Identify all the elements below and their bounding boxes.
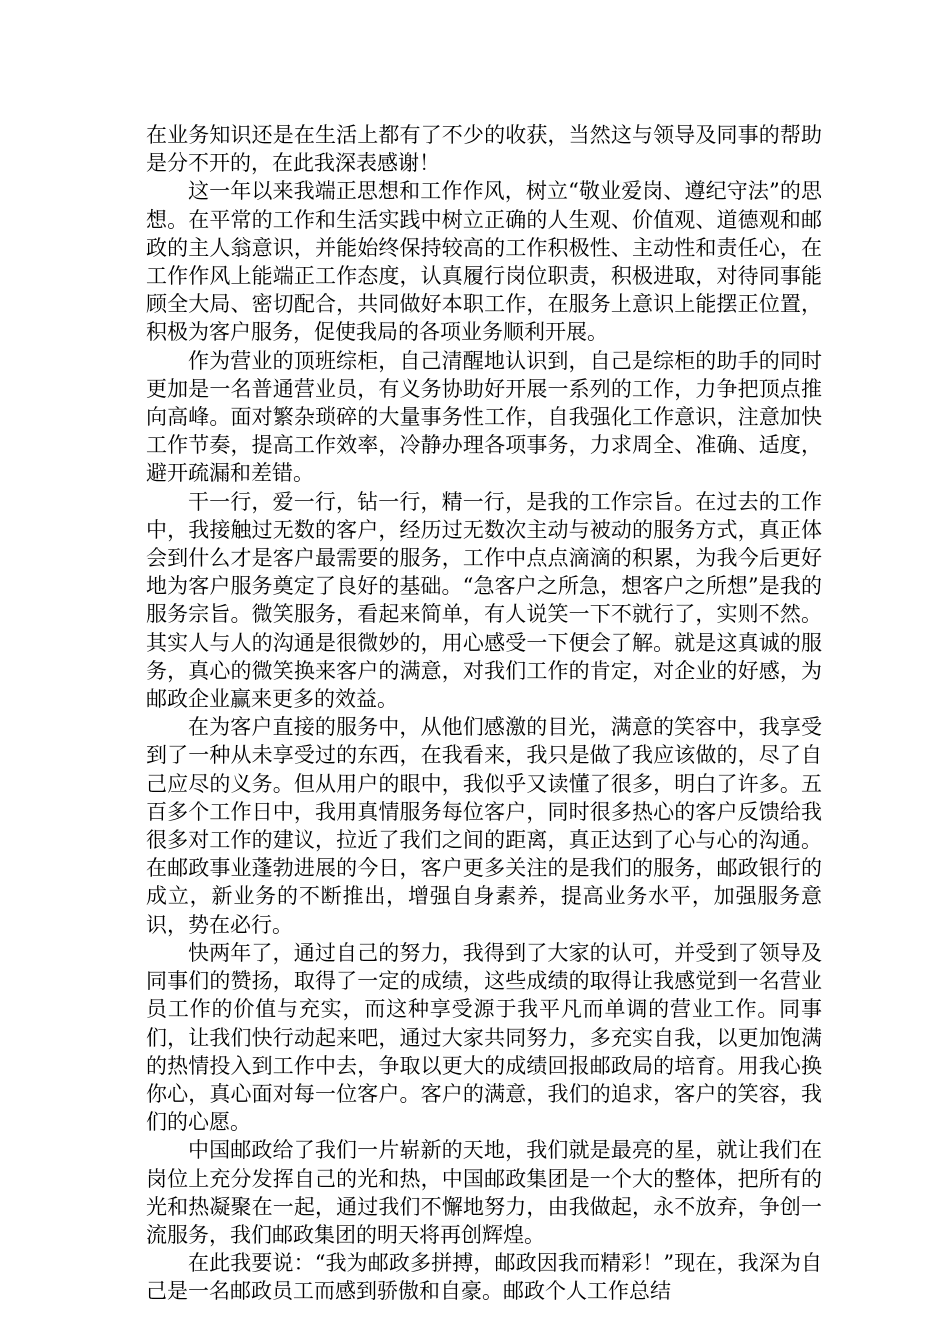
paragraph-5: 在为客户直接的服务中，从他们感激的目光，满意的笑容中，我享受到了一种从未享受过的东西，在我看来，我只是做了我应该做的，尽了自己应尽的义务。但从用户的眼中，我似乎又读懂了很多，明白了许多。五百多个工作日中，我用真情服务每位客户，同时很多热心的客户反馈给我很多对工作的建议，拉近了我们之间的距离，真正达到了心与心的沟通。在邮政事业蓬勃进展的今日，客户更多关注的是我们的服务，邮政银行的成立，新业务的不断推出，增强自身素养，提高业务水平，加强服务意识，势在必行。: [146, 715, 822, 937]
paragraph-4: 干一行，爱一行，钻一行，精一行，是我的工作宗旨。在过去的工作中，我接触过无数的客户，经历过无数次主动与被动的服务方式，真正体会到什么才是客户最需要的服务，工作中点点滴滴的积累，为我今后更好地为客户服务奠定了良好的基础。“急客户之所急，想客户之所想”是我的服务宗旨。微笑服务，看起来简单，有人说笑一下不就行了，实则不然。其实人与人的沟通是很微妙的，用心感受一下便会了解。就是这真诚的服务，真心的微笑换来客户的满意，对我们工作的肯定，对企业的好感，为邮政企业赢来更多的效益。: [146, 489, 822, 712]
paragraph-1: 在业务知识还是在生活上都有了不少的收获，当然这与领导及同事的帮助是分不开的，在此我深表感谢！: [146, 123, 822, 176]
paragraph-8: 在此我要说：“我为邮政多拼搏，邮政因我而精彩！”现在，我深为自己是一名邮政员工而感到骄傲和自豪。邮政个人工作总结: [146, 1251, 822, 1304]
paragraph-7: 中国邮政给了我们一片崭新的天地，我们就是最亮的星，就让我们在岗位上充分发挥自己的光和热，中国邮政集团是一个大的整体，把所有的光和热凝聚在一起，通过我们不懈地努力，由我做起，永不放弃，争创一流服务，我们邮政集团的明天将再创辉煌。: [146, 1138, 822, 1247]
paragraph-2: 这一年以来我端正思想和工作作风，树立“敬业爱岗、遵纪守法”的思想。在平常的工作和生活实践中树立正确的人生观、价值观、道德观和邮政的主人翁意识，并能始终保持较高的工作积极性、主动性和责任心，在工作作风上能端正工作态度，认真履行岗位职责，积极进取，对待同事能顾全大局、密切配合，共同做好本职工作，在服务上意识上能摆正位置，积极为客户服务，促使我局的各项业务顺利开展。: [146, 179, 822, 345]
document-body: [146, 121, 822, 1306]
paragraph-3: 作为营业的顶班综柜，自己清醒地认识到，自己是综柜的助手的同时更加是一名普通营业员，有义务协助好开展一系列的工作，力争把顶点推向高峰。面对繁杂琐碎的大量事务性工作，自我强化工作意识，注意加快工作节奏，提高工作效率，冷静办理各项事务，力求周全、准确、适度，避开疏漏和差错。: [146, 348, 822, 486]
paragraph-6: 快两年了，通过自己的努力，我得到了大家的认可，并受到了领导及同事们的赞扬，取得了一定的成绩，这些成绩的取得让我感觉到一名营业员工作的价值与充实，而这种享受源于我平凡而单调的营业工作。同事们，让我们快行动起来吧，通过大家共同努力，多充实自我，以更加饱满的热情投入到工作中去，争取以更大的成绩回报邮政局的培育。用我心换你心，真心面对每一位客户。客户的满意，我们的追求，客户的笑容，我们的心愿。: [146, 940, 822, 1135]
